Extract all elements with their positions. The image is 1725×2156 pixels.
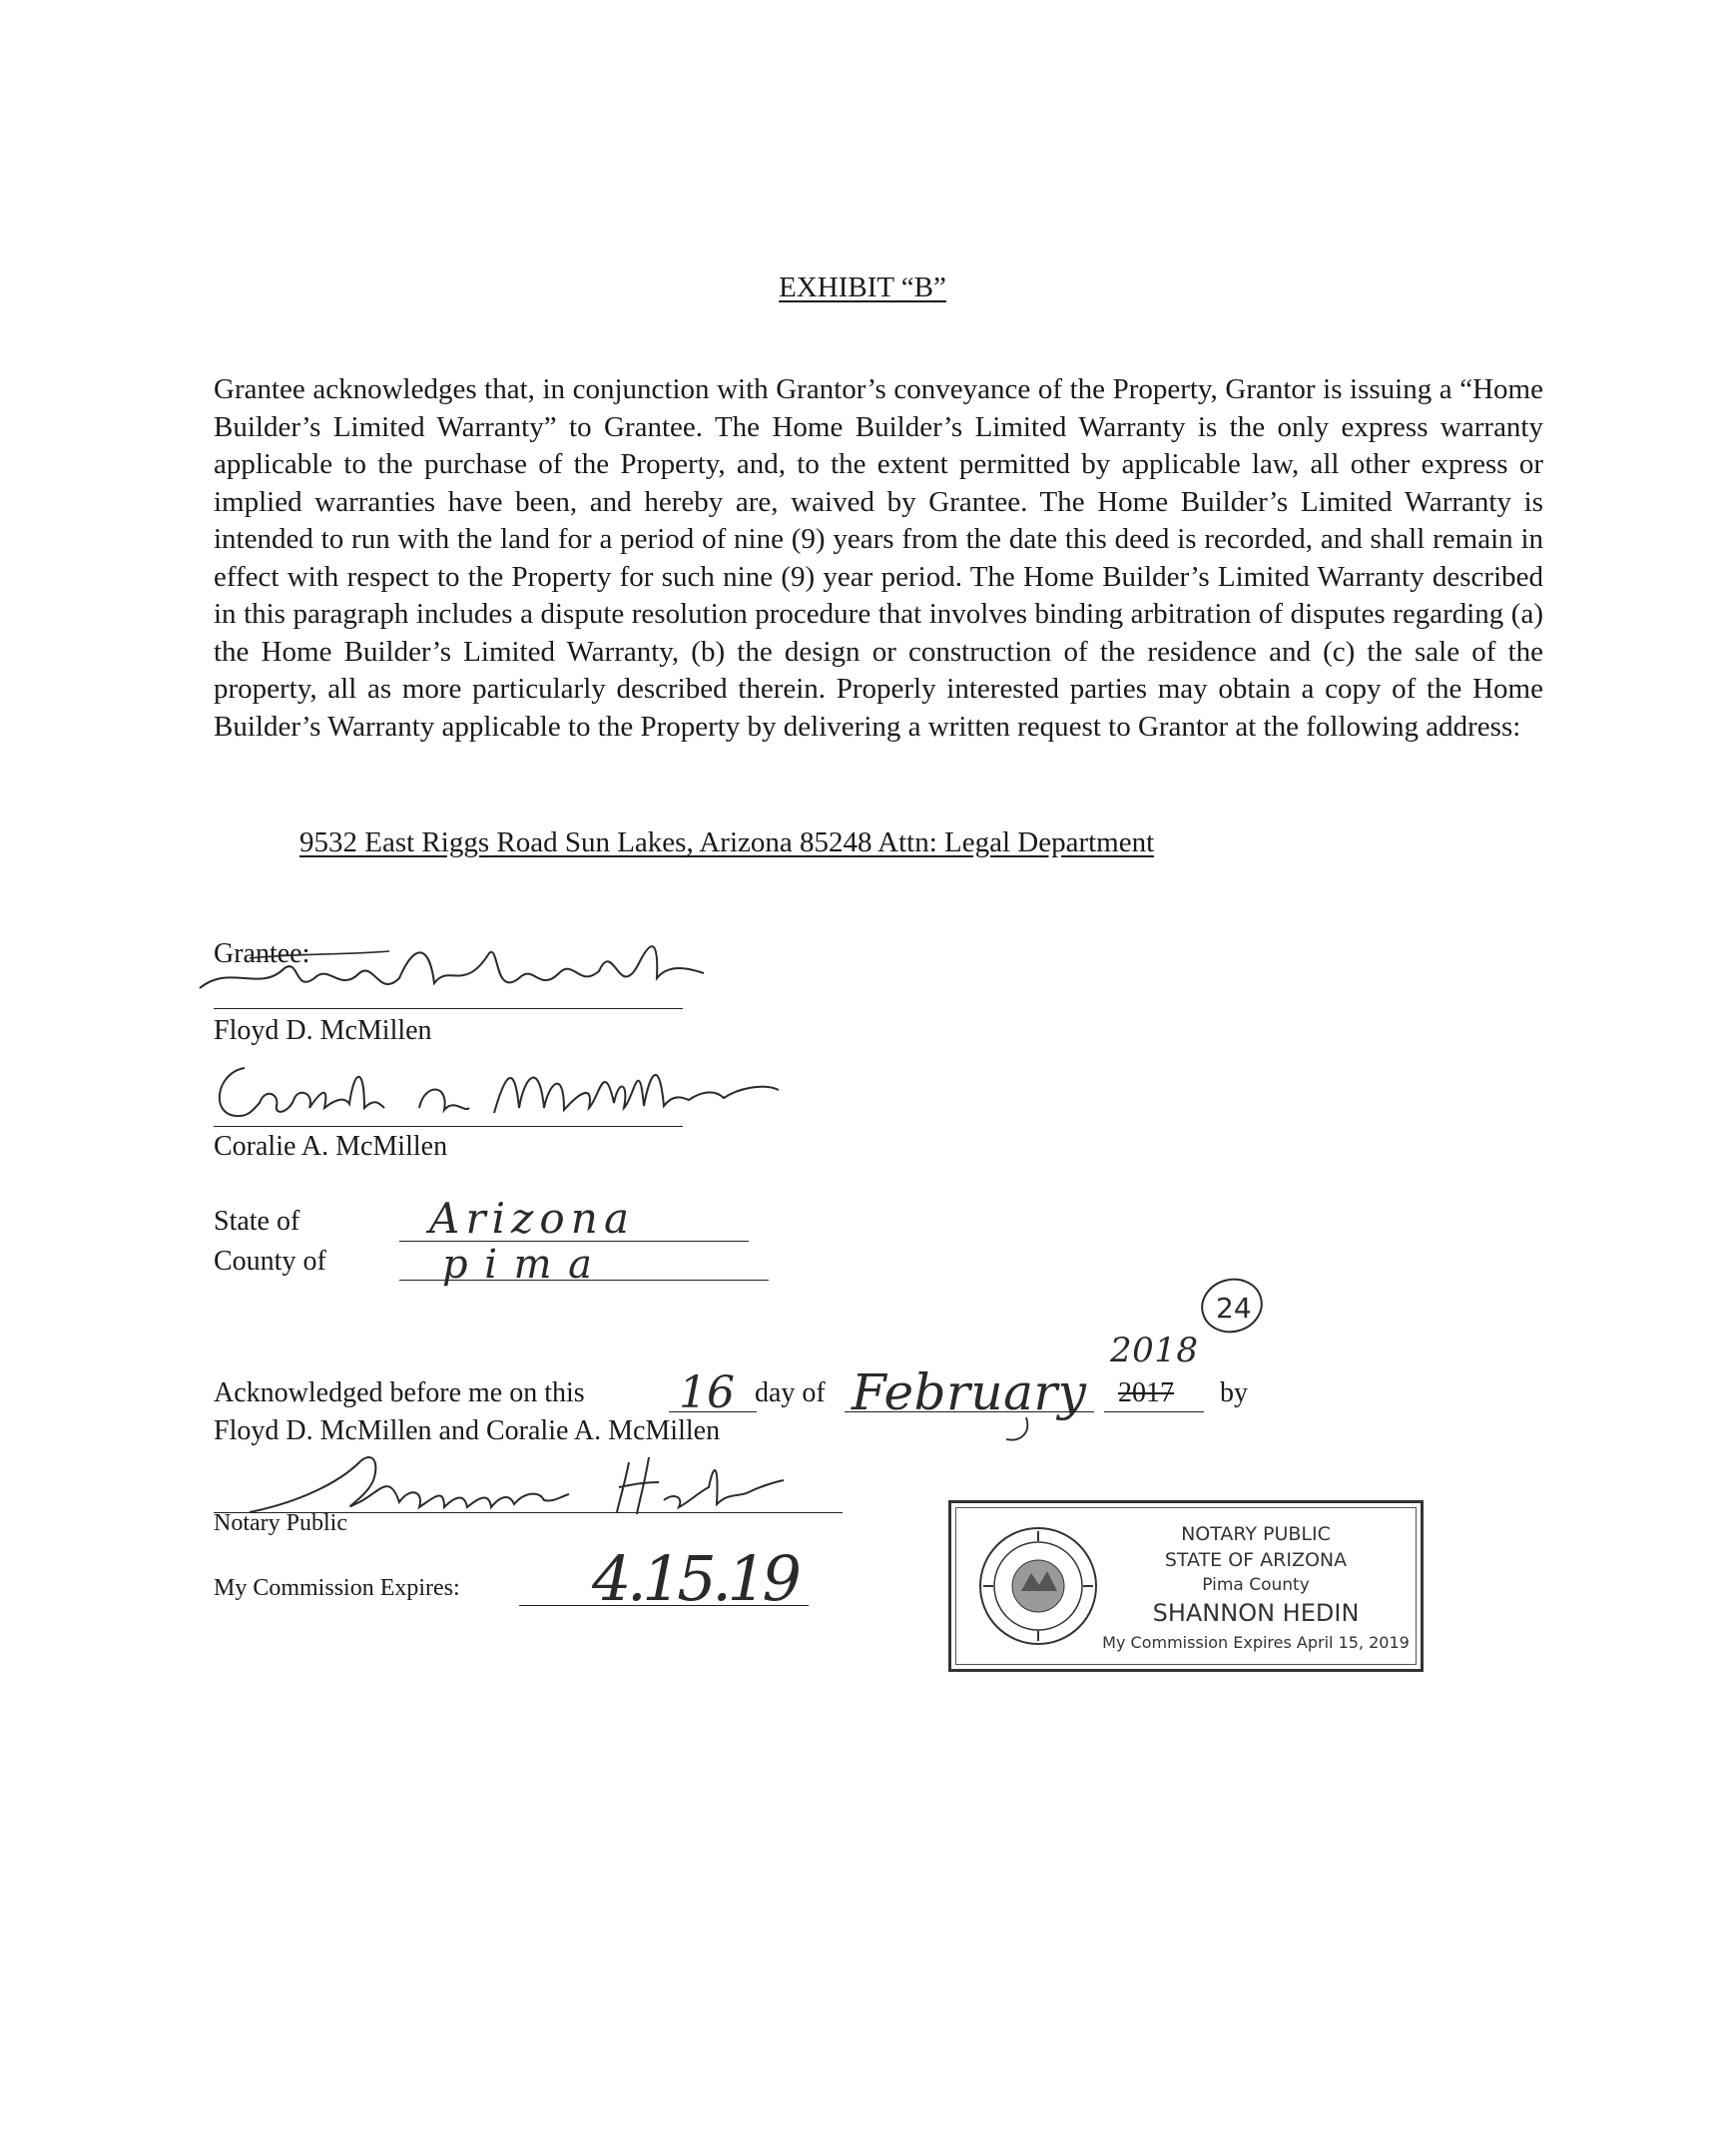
- grantor-address: 9532 East Riggs Road Sun Lakes, Arizona 85248 Attn: Legal Department: [299, 826, 1155, 858]
- state-label: State of: [214, 1206, 300, 1237]
- svg-text:16: 16: [679, 1367, 735, 1417]
- signer1-name: Floyd D. McMillen: [214, 1015, 432, 1046]
- state-handwritten: [424, 1188, 644, 1248]
- stamp-line-state: STATE OF ARIZONA: [1164, 1549, 1348, 1571]
- notary-stamp: [948, 1500, 1424, 1672]
- acknowledgment-prefix: Acknowledged before me on this: [214, 1377, 585, 1408]
- year-struck: 2017: [1118, 1377, 1174, 1408]
- svg-text:Arizona: Arizona: [429, 1194, 629, 1243]
- month-handwritten: [847, 1338, 1106, 1447]
- day-of-label: day of: [755, 1377, 826, 1408]
- svg-text:February: February: [852, 1363, 1086, 1421]
- svg-text:4.15.19: 4.15.19: [592, 1542, 802, 1615]
- exhibit-title: EXHIBIT “B”: [779, 271, 946, 303]
- stamp-line-notary-public: NOTARY PUBLIC: [1181, 1523, 1331, 1545]
- grantee-signature-line: [214, 1008, 683, 1009]
- coralie-signature: [205, 1038, 784, 1133]
- year-line: [1104, 1411, 1204, 1412]
- day-handwritten: [671, 1357, 756, 1417]
- svg-text:2018: 2018: [1110, 1331, 1198, 1370]
- circled-number-mark: [1190, 1266, 1280, 1346]
- signer2-name: Coralie A. McMillen: [214, 1131, 448, 1162]
- by-label: by: [1220, 1377, 1248, 1408]
- coralie-signature-line: [214, 1126, 683, 1127]
- notary-public-label: Notary Public: [214, 1510, 347, 1536]
- warranty-paragraph: Grantee acknowledges that, in conjunction with Grantor’s conveyance of the Property, Grantor is issuing a “Home Builder’s Limited Warranty” to Grantee. The Home Builder’s Limited Warranty is the only express warranty applicable to the purchase of the Property, and, to the extent permitted by applicable law, all other express or implied warranties have been, and hereby are, waived by Grantee. The Home Builder’s Limited Warranty is intended to run with the land for a period of nine (9) years from the date this deed is recorded, and shall remain in effect with respect to the Property for such nine (9) year period. The Home Builder’s Limited Warranty described in this paragraph includes a dispute resolution procedure that involves binding arbitration of disputes regarding (a) the Home Builder’s Limited Warranty, (b) the design or construction of the residence and (c) the sale of the property, all as more particularly described therein. Properly interested parties may obtain a copy of the Home Builder’s Warranty applicable to the Property by delivering a written request to Grantor at the following address:: [214, 373, 1543, 743]
- stamp-line-county: Pima County: [1202, 1575, 1310, 1595]
- svg-text:pima: pima: [442, 1242, 592, 1288]
- stamp-line-expires: My Commission Expires April 15, 2019: [1102, 1633, 1410, 1652]
- grantee-label: Grantee:: [214, 938, 310, 969]
- commission-label: My Commission Expires:: [214, 1575, 460, 1601]
- acknowledged-names: Floyd D. McMillen and Coralie A. McMillen: [214, 1415, 721, 1446]
- stamp-line-name: SHANNON HEDIN: [1152, 1599, 1360, 1627]
- svg-text:24: 24: [1216, 1292, 1252, 1325]
- county-handwritten: [434, 1233, 634, 1308]
- county-line: [399, 1280, 769, 1281]
- county-label: County of: [214, 1246, 326, 1277]
- year-handwritten: [1108, 1320, 1208, 1374]
- commission-line: [519, 1605, 809, 1606]
- month-line: [845, 1411, 1094, 1412]
- day-line: [669, 1411, 757, 1412]
- state-line: [399, 1241, 749, 1242]
